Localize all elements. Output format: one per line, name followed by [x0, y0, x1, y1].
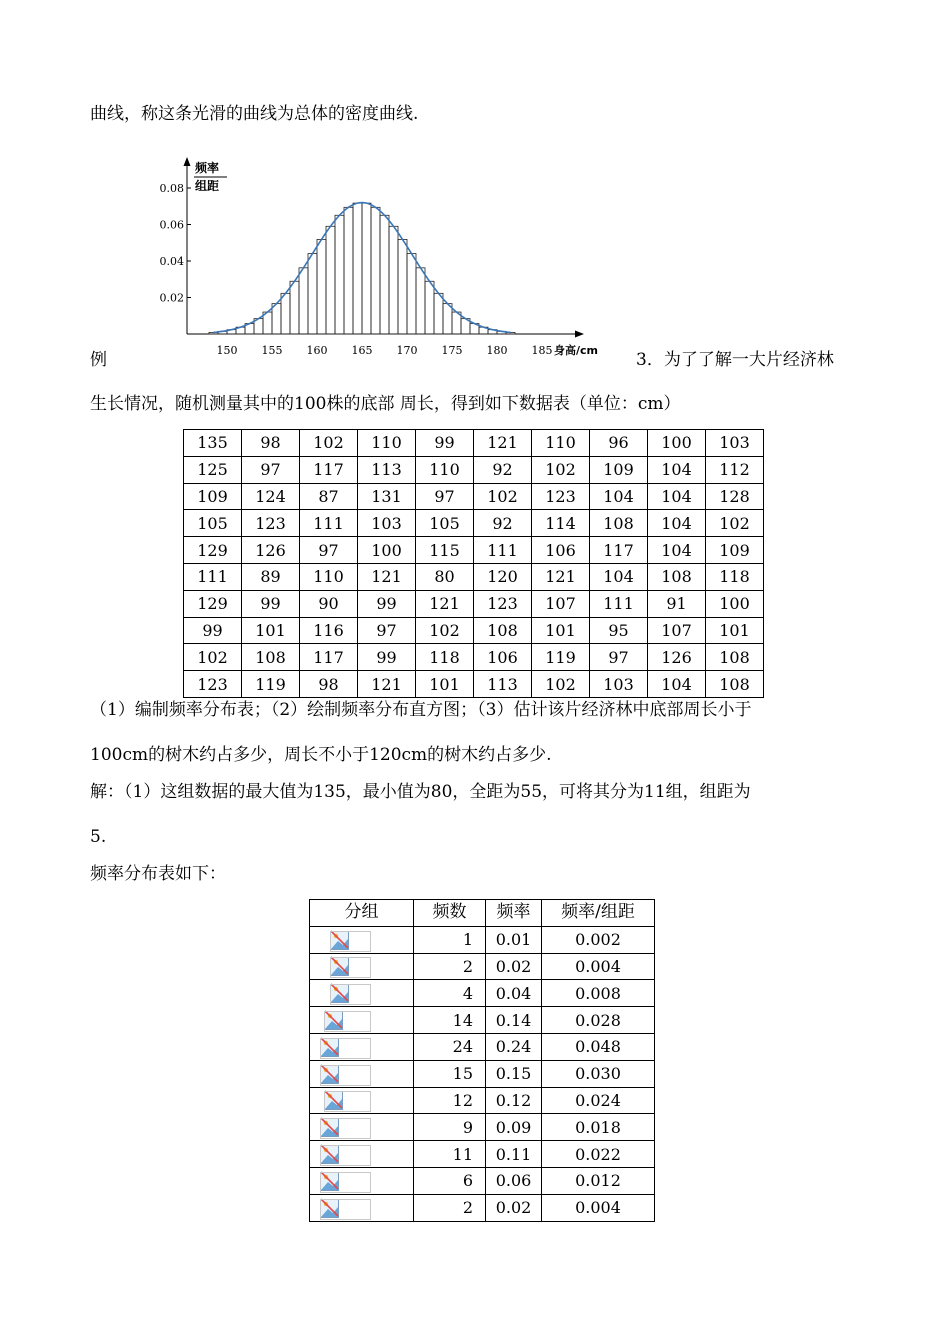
count-cell: 24 [414, 1033, 486, 1060]
freq-table-row [310, 1087, 655, 1114]
intro-line: 曲线，称这条光滑的曲线为总体的密度曲线. [90, 104, 419, 124]
data-cell: 105 [416, 510, 474, 537]
group-cell [310, 1087, 414, 1114]
girth-data-table [183, 429, 764, 698]
group-cell [310, 1060, 414, 1087]
x-tick-label: 185 [531, 344, 553, 357]
freq-table-row [310, 1194, 655, 1221]
histogram-bar [371, 207, 380, 334]
data-cell: 105 [184, 510, 242, 537]
broken-image-icon [320, 1064, 390, 1086]
group-cell [310, 1033, 414, 1060]
group-cell [310, 1167, 414, 1194]
count-cell: 2 [414, 1194, 486, 1221]
data-cell: 90 [300, 590, 358, 617]
y-axis-arrow [184, 157, 191, 166]
data-cell: 102 [706, 510, 764, 537]
data-cell: 123 [474, 590, 532, 617]
data-cell: 116 [300, 617, 358, 644]
count-cell: 4 [414, 980, 486, 1007]
data-cell: 109 [590, 456, 648, 483]
data-cell: 99 [358, 644, 416, 671]
histogram-bar [272, 304, 281, 334]
y-axis-label-numerator: 频率 [195, 161, 220, 175]
count-cell: 14 [414, 1007, 486, 1034]
data-cell: 97 [590, 644, 648, 671]
data-cell: 104 [648, 510, 706, 537]
x-axis-label: 身高/cm [554, 344, 598, 357]
histogram-bar [416, 268, 425, 334]
x-tick-label: 165 [351, 344, 373, 357]
histogram-bar [344, 207, 353, 334]
data-cell: 97 [416, 483, 474, 510]
data-cell: 126 [648, 644, 706, 671]
data-cell: 100 [706, 590, 764, 617]
group-cell [310, 980, 414, 1007]
frequency-per-width-cell: 0.004 [542, 953, 655, 980]
frequency-cell: 0.14 [486, 1007, 542, 1034]
histogram-bar [308, 254, 317, 334]
data-cell: 103 [706, 430, 764, 457]
frequency-cell: 0.02 [486, 1194, 542, 1221]
data-cell: 96 [590, 430, 648, 457]
y-tick-label: 0.04 [159, 255, 184, 268]
count-cell: 6 [414, 1167, 486, 1194]
data-cell: 102 [416, 617, 474, 644]
data-cell: 124 [242, 483, 300, 510]
frequency-cell: 0.02 [486, 953, 542, 980]
data-cell: 115 [416, 537, 474, 564]
data-cell: 108 [706, 671, 764, 698]
data-cell: 92 [474, 456, 532, 483]
histogram-bar [281, 293, 290, 334]
broken-image-icon [330, 956, 400, 978]
x-tick-label: 160 [306, 344, 328, 357]
freq-table-row [310, 1167, 655, 1194]
data-cell: 131 [358, 483, 416, 510]
histogram-bar [317, 239, 326, 334]
frequency-distribution-table [309, 899, 655, 1222]
data-row [184, 644, 764, 671]
data-cell: 123 [532, 483, 590, 510]
data-cell: 117 [590, 537, 648, 564]
data-cell: 125 [184, 456, 242, 483]
freq-table-header [310, 900, 655, 927]
data-cell: 104 [648, 483, 706, 510]
freq-table-row [310, 1007, 655, 1034]
count-cell: 2 [414, 953, 486, 980]
data-row [184, 456, 764, 483]
data-cell: 97 [358, 617, 416, 644]
data-cell: 119 [532, 644, 590, 671]
frequency-per-width-cell: 0.022 [542, 1141, 655, 1168]
group-cell [310, 1114, 414, 1141]
data-cell: 121 [416, 590, 474, 617]
y-tick-label: 0.06 [159, 218, 184, 232]
header-count: 频数 [414, 900, 486, 927]
count-cell: 11 [414, 1141, 486, 1168]
data-cell: 111 [474, 537, 532, 564]
data-cell: 108 [648, 563, 706, 590]
data-cell: 129 [184, 590, 242, 617]
histogram-bar [443, 304, 452, 334]
solution-line-1: 解：（1）这组数据的最大值为135，最小值为80，全距为55，可将其分为11组，组距为 [90, 782, 751, 802]
data-cell: 109 [706, 537, 764, 564]
x-tick-label: 175 [441, 344, 463, 357]
data-cell: 89 [242, 563, 300, 590]
example-label: 例 [90, 350, 107, 370]
problem-continued: 生长情况，随机测量其中的100株的底部 周长，得到如下数据表（单位：cm） [90, 394, 681, 414]
data-cell: 114 [532, 510, 590, 537]
data-cell: 102 [184, 644, 242, 671]
data-cell: 106 [474, 644, 532, 671]
freq-table-row [310, 1033, 655, 1060]
data-cell: 80 [416, 563, 474, 590]
data-row [184, 510, 764, 537]
solution-line-2: 5. [90, 827, 107, 847]
data-cell: 121 [358, 671, 416, 698]
broken-image-icon [320, 1198, 390, 1220]
frequency-per-width-cell: 0.012 [542, 1167, 655, 1194]
data-cell: 111 [300, 510, 358, 537]
frequency-per-width-cell: 0.030 [542, 1060, 655, 1087]
data-cell: 113 [474, 671, 532, 698]
group-cell [310, 1141, 414, 1168]
count-cell: 1 [414, 926, 486, 953]
count-cell: 12 [414, 1087, 486, 1114]
histogram-bar [425, 281, 434, 334]
frequency-per-width-cell: 0.028 [542, 1007, 655, 1034]
data-cell: 100 [648, 430, 706, 457]
data-cell: 102 [532, 671, 590, 698]
data-cell: 111 [184, 563, 242, 590]
data-cell: 87 [300, 483, 358, 510]
freq-table-row [310, 1114, 655, 1141]
histogram-bar [290, 281, 299, 334]
x-tick-label: 170 [396, 344, 418, 357]
freq-table-row [310, 953, 655, 980]
data-cell: 110 [416, 456, 474, 483]
data-cell: 97 [300, 537, 358, 564]
group-cell [310, 1194, 414, 1221]
data-cell: 128 [706, 483, 764, 510]
data-cell: 98 [242, 430, 300, 457]
data-cell: 121 [358, 563, 416, 590]
count-cell: 9 [414, 1114, 486, 1141]
problem-start: 3．为了了解一大片经济林 [636, 350, 834, 370]
data-cell: 117 [300, 456, 358, 483]
data-cell: 117 [300, 644, 358, 671]
data-cell: 118 [416, 644, 474, 671]
y-tick-label: 0.02 [159, 291, 184, 305]
y-axis-label-denominator: 组距 [195, 179, 220, 193]
freq-table-intro: 频率分布表如下： [90, 864, 226, 884]
frequency-cell: 0.15 [486, 1060, 542, 1087]
data-cell: 101 [242, 617, 300, 644]
data-row [184, 671, 764, 698]
data-cell: 112 [706, 456, 764, 483]
data-cell: 99 [242, 590, 300, 617]
data-cell: 103 [590, 671, 648, 698]
freq-table-row [310, 1141, 655, 1168]
freq-table-row [310, 926, 655, 953]
frequency-per-width-cell: 0.018 [542, 1114, 655, 1141]
freq-table-row [310, 1060, 655, 1087]
histogram-bar [434, 293, 443, 334]
group-cell [310, 953, 414, 980]
data-cell: 106 [532, 537, 590, 564]
data-cell: 121 [474, 430, 532, 457]
freq-table-row [310, 980, 655, 1007]
broken-image-icon [330, 983, 400, 1005]
data-cell: 101 [706, 617, 764, 644]
data-cell: 99 [184, 617, 242, 644]
data-cell: 135 [184, 430, 242, 457]
data-row [184, 483, 764, 510]
group-cell [310, 1007, 414, 1034]
data-row [184, 590, 764, 617]
data-cell: 129 [184, 537, 242, 564]
data-cell: 123 [242, 510, 300, 537]
data-cell: 108 [706, 644, 764, 671]
x-tick-label: 150 [216, 344, 238, 357]
frequency-cell: 0.09 [486, 1114, 542, 1141]
histogram-bar [389, 226, 398, 334]
frequency-cell: 0.12 [486, 1087, 542, 1114]
questions-line-1: （1）编制频率分布表；（2）绘制频率分布直方图；（3）估计该片经济林中底部周长小于 [90, 700, 752, 720]
frequency-per-width-cell: 0.002 [542, 926, 655, 953]
data-cell: 99 [416, 430, 474, 457]
data-cell: 113 [358, 456, 416, 483]
histogram-bar [380, 215, 389, 334]
data-cell: 107 [532, 590, 590, 617]
y-tick-label: 0.08 [159, 182, 184, 195]
x-tick-label: 155 [261, 344, 283, 357]
questions-line-2: 100cm的树木约占多少，周长不小于120cm的树木约占多少. [90, 745, 552, 765]
data-cell: 108 [242, 644, 300, 671]
data-cell: 107 [648, 617, 706, 644]
data-cell: 104 [648, 671, 706, 698]
broken-image-icon [324, 1090, 394, 1112]
data-cell: 119 [242, 671, 300, 698]
data-cell: 95 [590, 617, 648, 644]
broken-image-icon [320, 1144, 390, 1166]
data-cell: 102 [532, 456, 590, 483]
broken-image-icon [324, 1010, 394, 1032]
group-cell [310, 926, 414, 953]
frequency-cell: 0.24 [486, 1033, 542, 1060]
header-group: 分组 [310, 900, 414, 927]
density-chart [150, 150, 610, 365]
data-cell: 120 [474, 563, 532, 590]
x-axis-arrow [575, 331, 584, 338]
frequency-per-width-cell: 0.004 [542, 1194, 655, 1221]
data-cell: 104 [648, 537, 706, 564]
data-cell: 110 [300, 563, 358, 590]
data-cell: 109 [184, 483, 242, 510]
data-row [184, 563, 764, 590]
frequency-cell: 0.06 [486, 1167, 542, 1194]
header-frequency-per-width: 频率/组距 [542, 900, 655, 927]
frequency-cell: 0.04 [486, 980, 542, 1007]
data-cell: 103 [358, 510, 416, 537]
data-cell: 102 [474, 483, 532, 510]
data-cell: 108 [590, 510, 648, 537]
histogram-bar [362, 203, 371, 334]
data-row [184, 617, 764, 644]
data-cell: 126 [242, 537, 300, 564]
broken-image-icon [320, 1171, 390, 1193]
data-cell: 110 [358, 430, 416, 457]
header-frequency: 频率 [486, 900, 542, 927]
data-cell: 104 [590, 563, 648, 590]
data-cell: 100 [358, 537, 416, 564]
data-row [184, 537, 764, 564]
broken-image-icon [320, 1037, 390, 1059]
histogram-bar [335, 215, 344, 334]
frequency-cell: 0.11 [486, 1141, 542, 1168]
count-cell: 15 [414, 1060, 486, 1087]
histogram-bar [398, 239, 407, 334]
data-cell: 92 [474, 510, 532, 537]
data-row [184, 430, 764, 457]
frequency-per-width-cell: 0.024 [542, 1087, 655, 1114]
data-cell: 123 [184, 671, 242, 698]
data-cell: 98 [300, 671, 358, 698]
data-cell: 121 [532, 563, 590, 590]
histogram-bar [326, 226, 335, 334]
broken-image-icon [320, 1117, 390, 1139]
histogram-bar [407, 254, 416, 334]
data-cell: 110 [532, 430, 590, 457]
histogram-bar [299, 268, 308, 334]
data-cell: 102 [300, 430, 358, 457]
data-cell: 101 [532, 617, 590, 644]
broken-image-icon [330, 930, 400, 952]
frequency-per-width-cell: 0.048 [542, 1033, 655, 1060]
data-cell: 101 [416, 671, 474, 698]
data-cell: 108 [474, 617, 532, 644]
data-cell: 104 [648, 456, 706, 483]
data-cell: 118 [706, 563, 764, 590]
frequency-per-width-cell: 0.008 [542, 980, 655, 1007]
data-cell: 111 [590, 590, 648, 617]
data-cell: 97 [242, 456, 300, 483]
histogram-bar [353, 203, 362, 334]
data-cell: 91 [648, 590, 706, 617]
data-cell: 99 [358, 590, 416, 617]
x-tick-label: 180 [486, 344, 508, 357]
frequency-cell: 0.01 [486, 926, 542, 953]
data-cell: 104 [590, 483, 648, 510]
